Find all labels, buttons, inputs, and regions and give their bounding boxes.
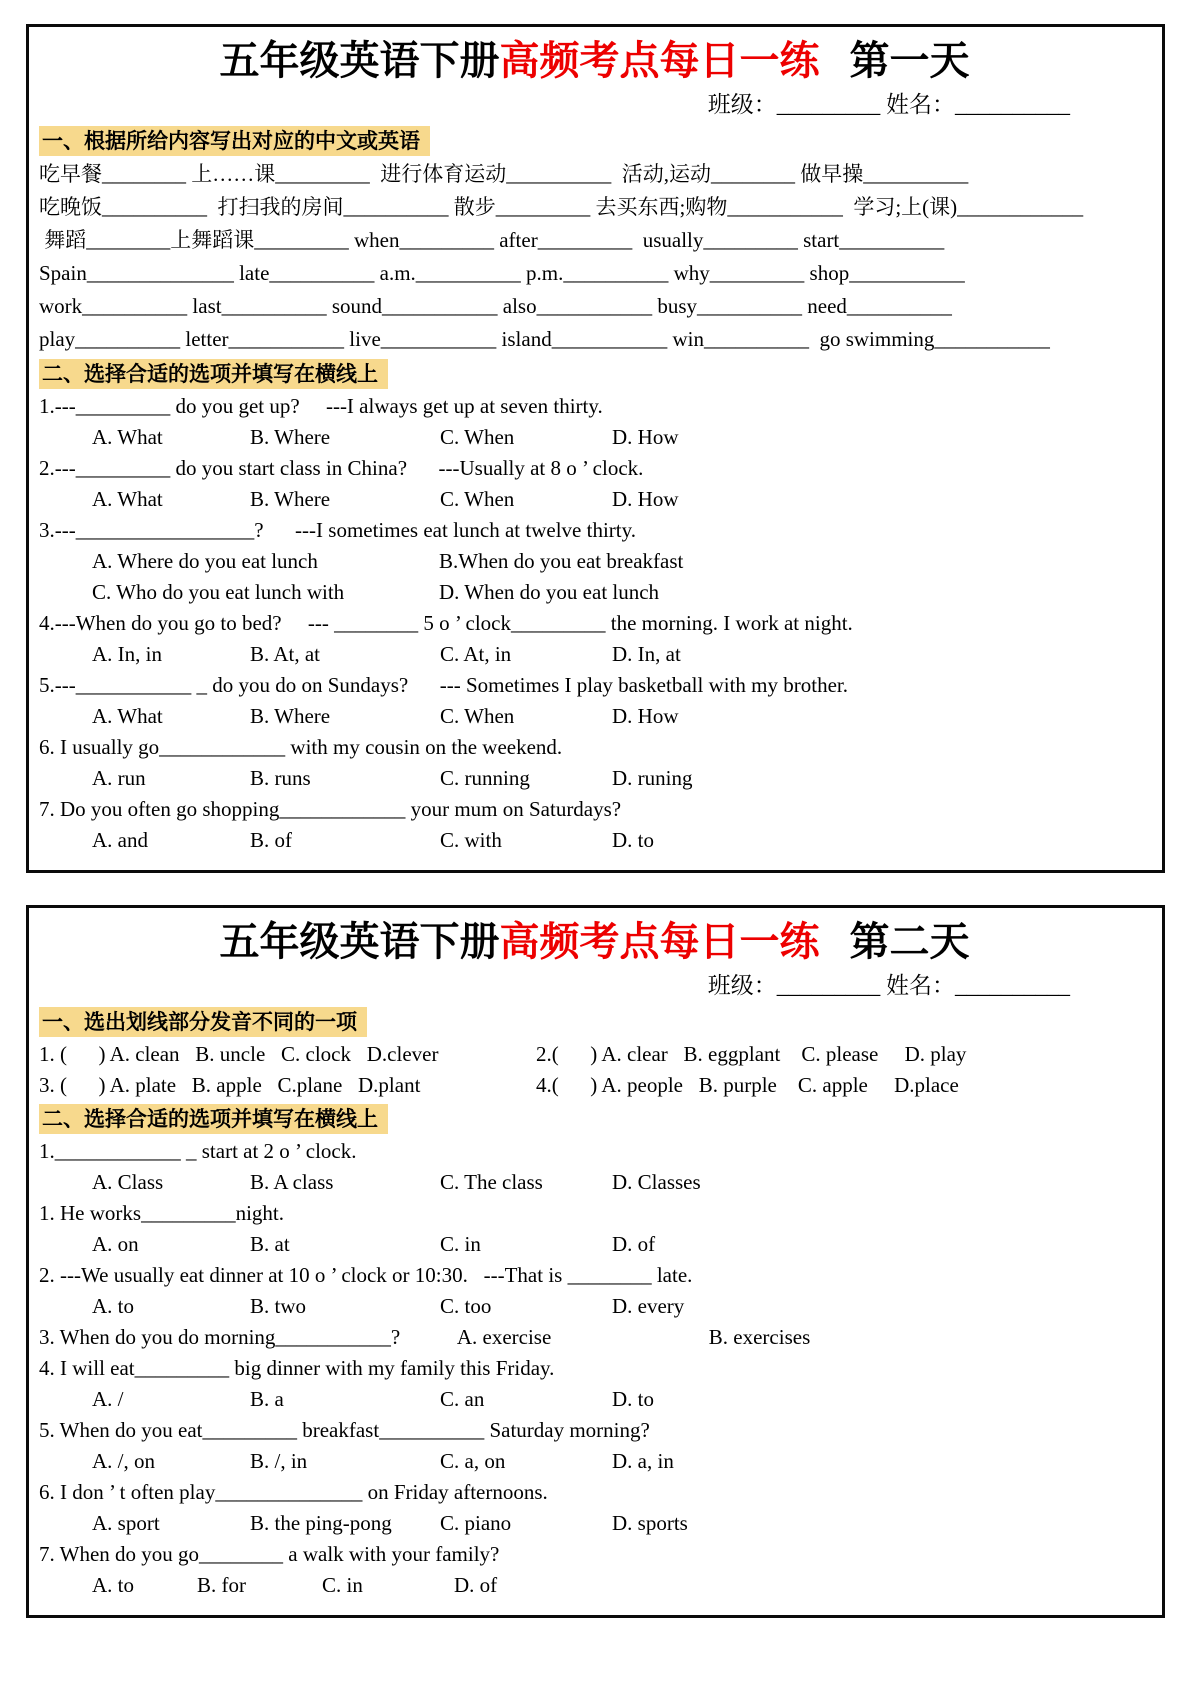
vocab-row: play__________ letter___________ live___________ island___________ win__________ go swimming___________ (39, 327, 1050, 351)
option: D. How (612, 487, 679, 511)
section-2 (39, 1102, 1150, 1601)
question-stem: 4.---When do you go to bed? --- ________ 5 o ’ clock_________ the morning. I work at night. (39, 611, 853, 635)
option: B. At, at (250, 642, 321, 666)
worksheet-card-day2 (26, 905, 1165, 1618)
option: C. The class (440, 1170, 543, 1194)
option: D. to (612, 1387, 654, 1411)
option-row (39, 1167, 1150, 1198)
option: D. In, at (612, 642, 681, 666)
title-highlight: 高频考点每日一练 (499, 38, 820, 83)
question-stem: 7. When do you go________ a walk with your family? (39, 1542, 500, 1566)
vocab-row: Spain______________ late__________ a.m.__________ p.m.__________ why_________ shop___________ (39, 261, 965, 285)
title-day: 第二天 (849, 919, 970, 964)
option-row (39, 1384, 1150, 1415)
question-stem: 3.---_________________? ---I sometimes eat lunch at twelve thirty. (39, 518, 636, 542)
option: A. sport (92, 1511, 160, 1535)
option-row (39, 1446, 1150, 1477)
vocab-row: 吃晚饭__________ 打扫我的房间__________ 散步_________ 去买东西;购物___________ 学习;上(课)____________ (39, 195, 1084, 219)
question (39, 1353, 1150, 1415)
phonics-row (39, 1039, 1150, 1070)
question (39, 515, 1150, 608)
option-row (39, 763, 1150, 794)
option: D. every (612, 1294, 685, 1318)
option: B. two (250, 1294, 307, 1318)
option: D. of (612, 1232, 656, 1256)
title-highlight: 高频考点每日一练 (499, 919, 820, 964)
option: B. the ping-pong (250, 1511, 392, 1535)
option: B. at (250, 1232, 290, 1256)
question-stem: 2.---_________ do you start class in China? ---Usually at 8 o ’ clock. (39, 456, 644, 480)
option: A. and (92, 828, 148, 852)
question (39, 453, 1150, 515)
option: D. When do you eat lunch (439, 580, 660, 604)
page-title (39, 916, 1150, 968)
option: A. In, in (92, 642, 162, 666)
question (39, 1415, 1150, 1477)
question (39, 391, 1150, 453)
question (39, 1539, 1150, 1601)
option: A. What (92, 487, 163, 511)
section-2 (39, 357, 1150, 856)
question-stem: 1. He works_________night. (39, 1201, 284, 1225)
question-stem: 2. ---We usually eat dinner at 10 o ’ clock or 10:30. ---That is ________ late. (39, 1263, 693, 1287)
option: A. run (92, 766, 146, 790)
option: A. Where do you eat lunch (92, 549, 318, 573)
option: D. How (612, 704, 679, 728)
question-stem: 1.____________ _ start at 2 o ’ clock. (39, 1139, 357, 1163)
worksheet-page (0, 24, 1191, 1618)
question-stem: 7. Do you often go shopping____________ your mum on Saturdays? (39, 797, 622, 821)
question-stem: 5. When do you eat_________ breakfast__________ Saturday morning? (39, 1418, 650, 1442)
vocab-row: work__________ last__________ sound___________ also___________ busy__________ need__________ (39, 294, 952, 318)
option: B. Where (250, 487, 331, 511)
option: C. When (440, 425, 515, 449)
section-header: 一、选出划线部分发音不同的一项 (39, 1007, 367, 1037)
option-row (39, 1508, 1150, 1539)
section-header: 一、根据所给内容写出对应的中文或英语 (39, 126, 430, 156)
option: A. / (92, 1387, 124, 1411)
option: D. of (454, 1573, 498, 1597)
question (39, 794, 1150, 856)
option: C. At, in (440, 642, 512, 666)
option: A. on (92, 1232, 139, 1256)
option: B. runs (250, 766, 311, 790)
phonics-item: 4.( ) A. people B. purple C. apple D.place (536, 1073, 959, 1097)
question-stem: 4. I will eat_________ big dinner with my family this Friday. (39, 1356, 555, 1380)
section-header: 二、选择合适的选项并填写在横线上 (39, 359, 388, 389)
option: D. Classes (612, 1170, 701, 1194)
option: C. piano (440, 1511, 512, 1535)
option: C. When (440, 487, 515, 511)
phonics-item: 2.( ) A. clear B. eggplant C. please D. play (536, 1042, 967, 1066)
option: B. a (250, 1387, 284, 1411)
option: A. /, on (92, 1449, 155, 1473)
class-name-line: 班级：_________ 姓名：__________ (707, 92, 1070, 117)
worksheet-card-day1 (26, 24, 1165, 873)
question-stem: 6. I usually go____________ with my cousin on the weekend. (39, 735, 563, 759)
question-stem: 3. When do you do morning___________? A. exercise B. exercises (39, 1325, 811, 1349)
option: A. What (92, 425, 163, 449)
question (39, 732, 1150, 794)
question (39, 1136, 1150, 1198)
title-day: 第一天 (849, 38, 970, 83)
option-row (39, 825, 1150, 856)
option: D. sports (612, 1511, 688, 1535)
question (39, 1198, 1150, 1260)
title-book: 五年级英语下册 (219, 38, 500, 83)
option-row (39, 546, 1150, 577)
phonics-item: 1. ( ) A. clean B. uncle C. clock D.clever (39, 1042, 439, 1066)
option-row (39, 422, 1150, 453)
option: D. How (612, 425, 679, 449)
option: C. Who do you eat lunch with (92, 580, 345, 604)
option: B. of (250, 828, 292, 852)
option: A. Class (92, 1170, 164, 1194)
option-row (39, 701, 1150, 732)
question (39, 1477, 1150, 1539)
question (39, 1260, 1150, 1322)
question (39, 608, 1150, 670)
question-stem: 1.---_________ do you get up? ---I always get up at seven thirty. (39, 394, 603, 418)
section-1 (39, 124, 1150, 356)
vocab-row: 吃早餐________ 上……课_________ 进行体育运动__________ 活动,运动________ 做早操__________ (39, 162, 969, 186)
question-stem: 6. I don ’ t often play______________ on Friday afternoons. (39, 1480, 548, 1504)
title-book: 五年级英语下册 (219, 919, 500, 964)
page-title (39, 35, 1150, 87)
phonics-item: 3. ( ) A. plate B. apple C.plane D.plant (39, 1073, 421, 1097)
option: B.When do you eat breakfast (439, 549, 684, 573)
option-row (39, 1570, 1150, 1601)
option: C. with (440, 828, 502, 852)
option: C. running (440, 766, 530, 790)
option: B. Where (250, 425, 331, 449)
option: A. to (92, 1294, 134, 1318)
option-row (39, 484, 1150, 515)
question (39, 670, 1150, 732)
option: C. an (440, 1387, 485, 1411)
option: C. too (440, 1294, 492, 1318)
option: D. runing (612, 766, 693, 790)
option: B. A class (250, 1170, 334, 1194)
option: C. in (322, 1573, 363, 1597)
option: B. Where (250, 704, 331, 728)
option-row (39, 577, 1150, 608)
option-row (39, 639, 1150, 670)
option: D. to (612, 828, 654, 852)
option: A. to (92, 1573, 134, 1597)
phonics-row (39, 1070, 1150, 1101)
option: A. What (92, 704, 163, 728)
option: D. a, in (612, 1449, 674, 1473)
option: B. for (197, 1573, 246, 1597)
question (39, 1322, 1150, 1353)
option: B. /, in (250, 1449, 308, 1473)
question-stem: 5.---___________ _ do you do on Sundays? --- Sometimes I play basketball with my brother. (39, 673, 848, 697)
option-row (39, 1229, 1150, 1260)
option: C. in (440, 1232, 481, 1256)
vocab-row: 舞蹈________上舞蹈课_________ when_________ after_________ usually_________ start__________ (39, 228, 945, 252)
section-header: 二、选择合适的选项并填写在横线上 (39, 1104, 388, 1134)
section-1 (39, 1005, 1150, 1101)
option: C. When (440, 704, 515, 728)
option-row (39, 1291, 1150, 1322)
option: C. a, on (440, 1449, 506, 1473)
class-name-line: 班级：_________ 姓名：__________ (707, 973, 1070, 998)
